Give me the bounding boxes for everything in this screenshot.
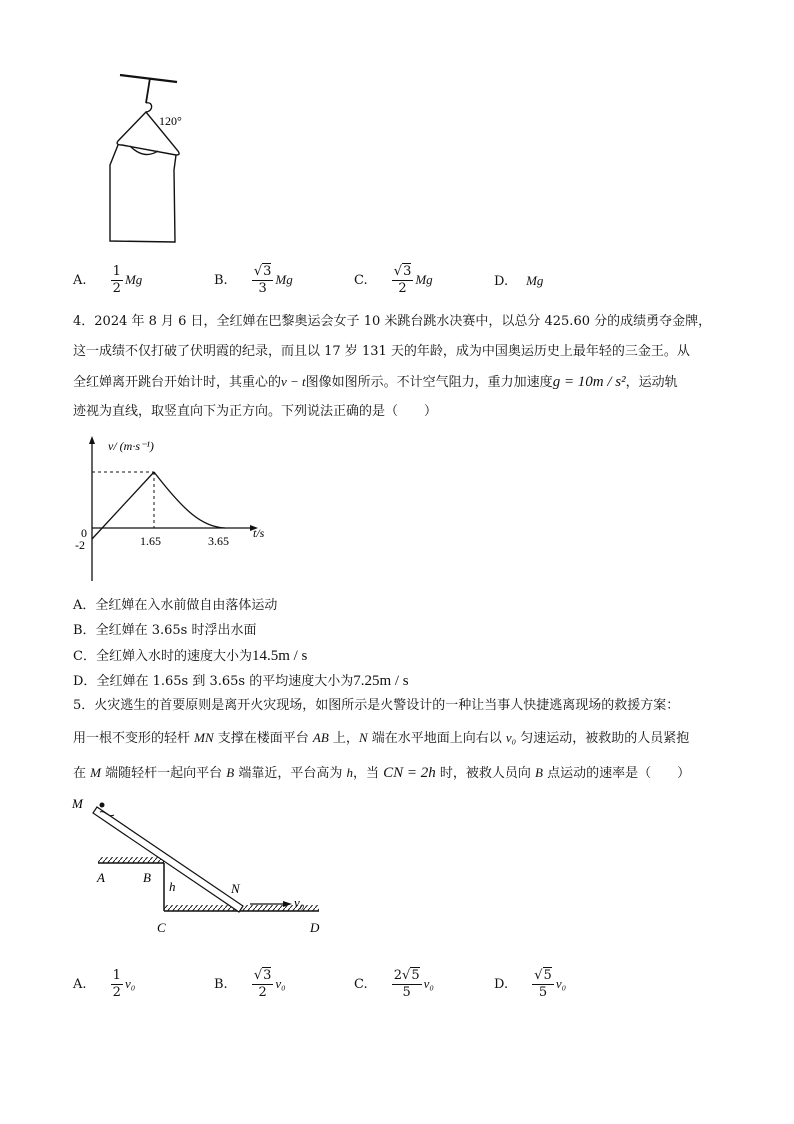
q3-option-b[interactable]: B. $\frac{√3}{3}$ Mg [214, 264, 293, 296]
option-letter: C. [354, 977, 368, 992]
label-M: M [72, 796, 83, 811]
platform-hatch [98, 857, 164, 863]
option-letter: D. [494, 274, 509, 289]
label-N: N [231, 881, 240, 896]
fraction: $\frac{1}{2}$ [112, 264, 121, 296]
q3-option-a[interactable]: A. $\frac{1}{2}$ Mg [73, 264, 143, 296]
option-letter: D. [494, 977, 509, 992]
q5-line-2: 用一根不变形的轻杆 MN 支撑在楼面平台 AB 上，N 端在水平地面上向右以 v₀ 匀速运动，被救助的人员紧抱 [73, 730, 690, 746]
label-h: h [169, 879, 176, 894]
label-C: C [157, 920, 166, 935]
q4-line-2: 这一成绩不仅打破了伏明霞的纪录，而且以 17 岁 131 天的年龄，成为中国奥运历史上最年轻的三金王。从 [73, 344, 690, 359]
neg-label: -2 [75, 538, 85, 552]
q4-option-b[interactable]: B．全红婵在 3.65s 时浮出水面 [73, 623, 257, 638]
q5-option-c[interactable]: C. $\frac{2√5}{5}$ v₀ [354, 968, 434, 1000]
label-v0: v₀ [294, 895, 305, 910]
fraction: $\frac{√5}{5}$ [534, 968, 552, 1000]
q4-option-d[interactable]: D．全红婵在 1.65s 到 3.65s 的平均速度大小为7.25m / s [73, 673, 409, 689]
fraction: $\frac{2√5}{5}$ [393, 968, 420, 1000]
velocity-curve-decay [154, 472, 225, 528]
q5-line-1: 5．火灾逃生的首要原则是离开火灾现场，如图所示是火警设计的一种让当事人快捷逃离现场的救援方案： [73, 698, 680, 713]
option-letter: B. [214, 977, 228, 992]
fraction: $\frac{√3}{2}$ [253, 968, 272, 1000]
fraction: $\frac{1}{2}$ [112, 968, 121, 1000]
q5-line-3: 在 M 端随轻杆一起向平台 B 端靠近，平台高为 h，当 CN = 2h 时，被救人员向 B 点运动的速率是（ ） [73, 765, 691, 781]
option-letter: A. [73, 273, 87, 288]
angle-label: 120° [159, 114, 182, 128]
label-A: A [97, 870, 105, 885]
q5-option-a[interactable]: A. $\frac{1}{2}$ v₀ [73, 968, 136, 1000]
shirt-hanger-figure [100, 65, 220, 245]
q5-option-b[interactable]: B. $\frac{√3}{2}$ v₀ [214, 968, 286, 1000]
option-letter: A. [73, 977, 87, 992]
q3-option-d[interactable]: D. Mg [494, 273, 544, 289]
q4-line-1: 4．2024 年 8 月 6 日，全红婵在巴黎奥运会女子 10 米跳台跳水决赛中，以总分 425.60 分的成绩勇夺金牌， [73, 314, 712, 329]
q3-option-c[interactable]: C. $\frac{√3}{2}$ Mg [354, 264, 433, 296]
vt-graph [74, 433, 274, 583]
x-axis-label: t/s [253, 526, 265, 540]
option-letter: B. [214, 273, 228, 288]
option-letter: C. [354, 273, 368, 288]
rescue-figure [70, 794, 335, 944]
tick-1-label: 1.65 [140, 534, 161, 548]
label-B: B [143, 870, 151, 885]
tick-2-label: 3.65 [208, 534, 229, 548]
velocity-line-rise [92, 472, 154, 539]
q4-option-c[interactable]: C．全红婵入水时的速度大小为14.5m / s [73, 648, 308, 664]
label-D: D [310, 920, 320, 935]
origin-label: 0 [81, 526, 87, 540]
q4-option-a[interactable]: A．全红婵在入水前做自由落体运动 [73, 598, 278, 613]
person-head [100, 803, 105, 808]
y-axis-arrow [89, 436, 95, 444]
q4-line-4: 迹视为直线，取竖直向下为正方向。下列说法正确的是（ ） [73, 404, 438, 419]
fraction: $\frac{√3}{3}$ [253, 264, 272, 296]
q5-option-d[interactable]: D. $\frac{√5}{5}$ v₀ [494, 968, 567, 1000]
q4-line-3: 全红婵离开跳台开始计时，其重心的v − t图像如图所示。不计空气阻力，重力加速度g = 10m / s²，运动轨 [73, 374, 678, 390]
fraction: $\frac{√3}{2}$ [393, 264, 412, 296]
y-axis-label: v/ (m·s⁻¹) [108, 439, 154, 453]
